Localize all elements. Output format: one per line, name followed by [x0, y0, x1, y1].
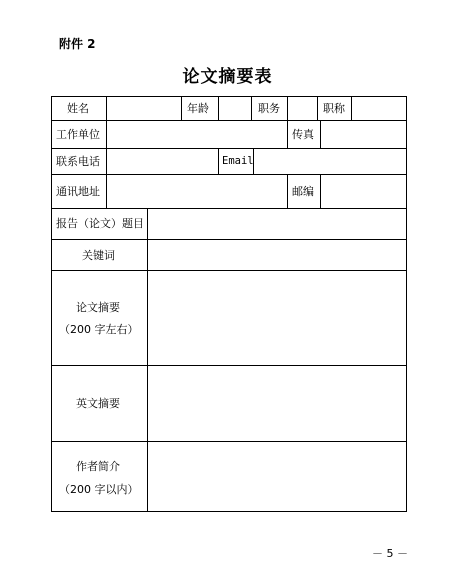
- abstract-cn-field[interactable]: [148, 271, 406, 364]
- col-divider: [218, 148, 219, 174]
- postcode-label: 邮编: [292, 185, 314, 198]
- position-label: 职务: [258, 102, 280, 115]
- age-field[interactable]: [219, 97, 250, 119]
- title-label: 职称: [323, 102, 345, 115]
- col-divider: [287, 174, 288, 208]
- abstract-cn-label: 论文摘要: [76, 301, 120, 314]
- col-divider: [251, 96, 252, 120]
- col-divider: [181, 96, 182, 120]
- col-divider: [317, 96, 318, 120]
- abstract-en-field[interactable]: [148, 366, 406, 440]
- address-label: 通讯地址: [56, 185, 100, 198]
- age-label: 年龄: [187, 102, 209, 115]
- author-bio-label: 作者简介: [76, 460, 120, 473]
- page-number: － 5 －: [372, 547, 408, 560]
- postcode-field[interactable]: [321, 175, 406, 207]
- report-title-label: 报告（论文）题目: [56, 217, 144, 230]
- author-bio-field[interactable]: [148, 442, 406, 511]
- abstract-cn-note: （200 字左右）: [59, 323, 139, 336]
- keywords-field[interactable]: [148, 240, 406, 269]
- author-bio-note: （200 字以内）: [59, 483, 139, 496]
- attachment-label: 附件 2: [59, 37, 96, 51]
- title-field[interactable]: [352, 97, 406, 119]
- email-field[interactable]: [254, 149, 406, 173]
- phone-label: 联系电话: [56, 155, 100, 168]
- name-field[interactable]: [107, 97, 180, 119]
- keywords-label: 关键词: [82, 249, 115, 262]
- fax-field[interactable]: [321, 121, 406, 147]
- phone-field[interactable]: [107, 149, 217, 173]
- form-title: 论文摘要表: [182, 67, 273, 87]
- position-field[interactable]: [288, 97, 316, 119]
- name-label: 姓名: [67, 102, 89, 115]
- address-field[interactable]: [107, 175, 286, 207]
- abstract-en-label: 英文摘要: [76, 397, 120, 410]
- work-unit-label: 工作单位: [56, 128, 100, 141]
- fax-label: 传真: [292, 128, 314, 141]
- report-title-field[interactable]: [148, 209, 406, 238]
- work-unit-field[interactable]: [107, 121, 286, 147]
- email-label: Email: [222, 155, 254, 167]
- col-divider: [287, 120, 288, 148]
